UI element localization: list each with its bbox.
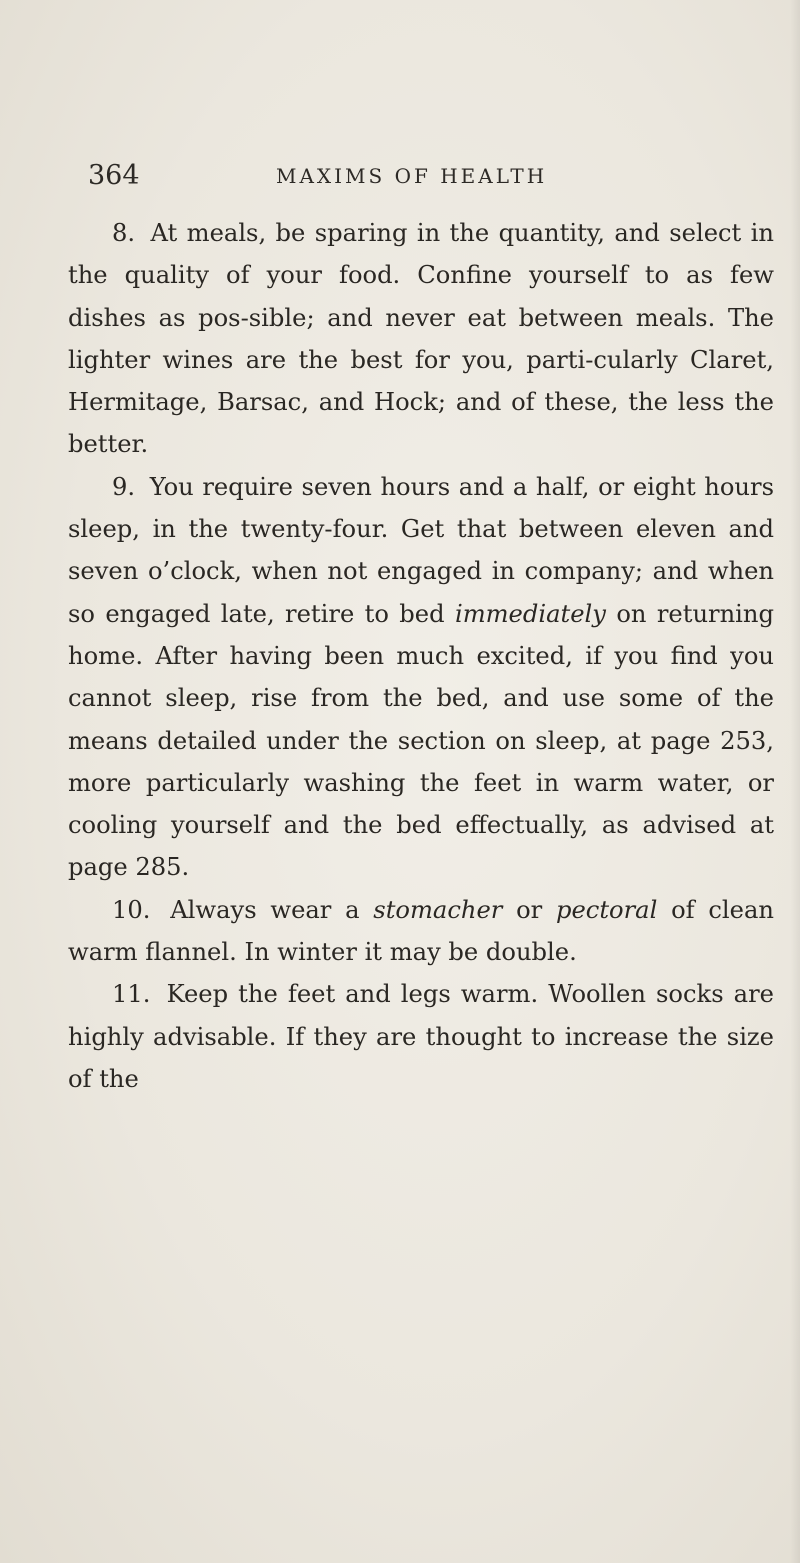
- paragraph-8: [68, 212, 774, 466]
- emphasis-text: stomacher: [373, 895, 503, 924]
- paragraph-text: of clean warm flannel. In winter it may be double.: [68, 895, 774, 967]
- running-title: MAXIMS OF HEALTH: [276, 164, 548, 188]
- emphasis-text: pectoral: [555, 895, 658, 924]
- paragraph-text: You require seven hours and a half, or eight hours sleep, in the twenty-four. Get that between eleven and seven o’clock, when not engaged in company; and when so engaged late, retire to bed: [68, 472, 774, 628]
- paragraph-10: [68, 889, 774, 974]
- paragraph-number: 8.: [112, 219, 136, 247]
- page-number: 364: [88, 160, 140, 191]
- paragraph-text: Keep the feet and legs warm. Woollen socks are highly advisable. If they are thought to increase the size of the: [68, 980, 774, 1093]
- paragraph-number: 9.: [112, 472, 136, 501]
- paragraph-text: or: [516, 895, 543, 924]
- paragraph-number: 10.: [112, 895, 151, 924]
- paragraph-11: [68, 973, 774, 1100]
- body-text: [68, 212, 774, 1100]
- paragraph-text: Always wear a: [170, 895, 360, 924]
- page-gutter-shadow: [790, 0, 800, 1563]
- emphasis-text: immediately: [454, 599, 606, 628]
- paragraph-9: [68, 466, 774, 889]
- paragraph-text: on returning home. After having been much excited, if you find you cannot sleep, rise from the bed, and use some of the means detailed under the section on sleep, at page 253, more particularly washing the feet in warm water, or cooling yourself and the bed effectually, as advised at page 285.: [68, 599, 774, 882]
- paragraph-number: 11.: [112, 980, 151, 1009]
- page-header: [88, 160, 788, 200]
- paragraph-text: At meals, be sparing in the quantity, and select in the quality of your food. Confine yourself to as few dishes as pos-sible; and never eat between meals. The lighter wines are the best for you, parti-cularly Claret, Hermitage, Barsac, and Hock; and of these, the less the better.: [68, 219, 774, 459]
